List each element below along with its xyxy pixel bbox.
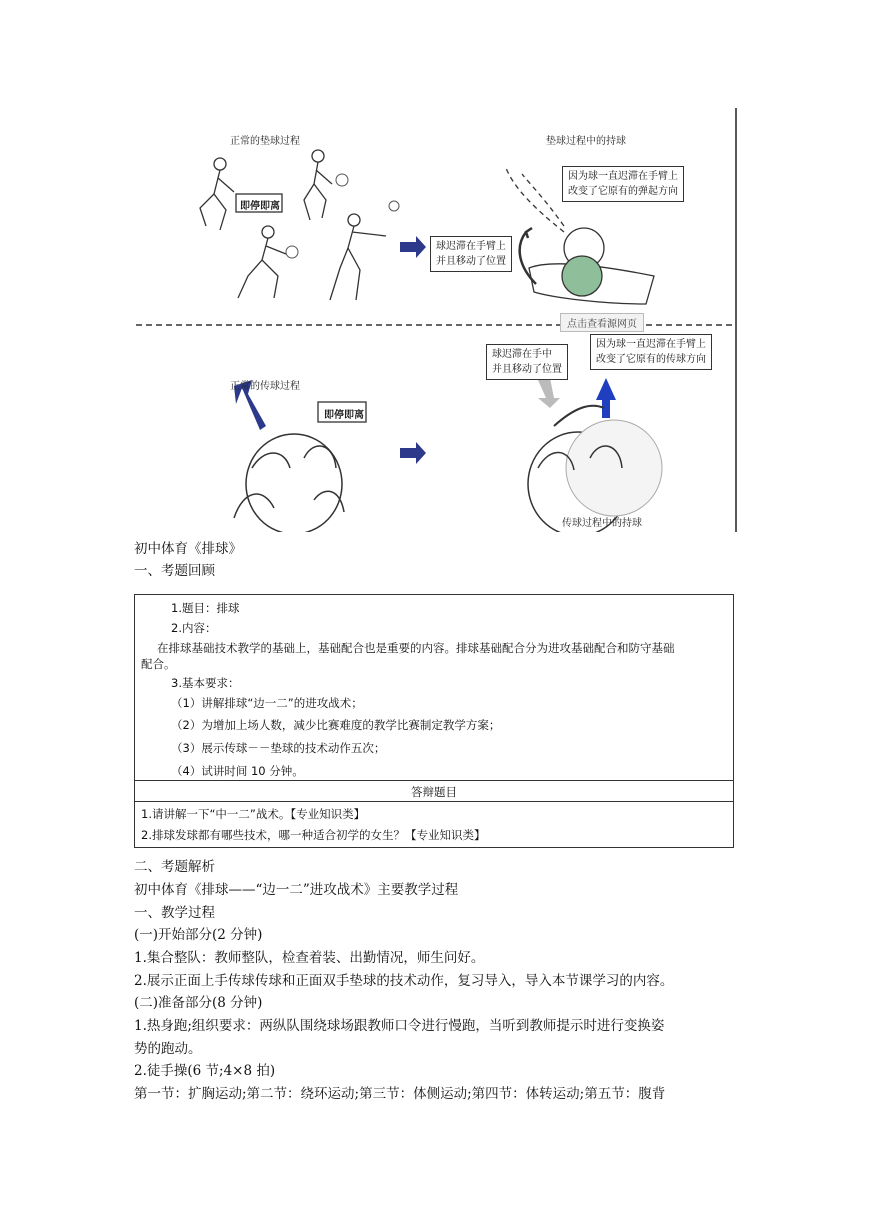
callout-line: 球迟滞在手臂上 bbox=[436, 241, 506, 252]
snap-label-top: 即停即离 bbox=[240, 201, 280, 212]
callout-dig-direction bbox=[562, 166, 684, 202]
paragraph: 势的跑动。 bbox=[134, 1041, 202, 1057]
snap-label-bottom: 即停即离 bbox=[324, 410, 364, 421]
content-line-2: 配合。 bbox=[141, 657, 176, 671]
paragraph: 2.徒手操(6 节;4×8 拍) bbox=[134, 1063, 276, 1079]
part-prep-heading: (二)准备部分(8 分钟) bbox=[134, 995, 263, 1011]
requirements-label: 3.基本要求： bbox=[171, 676, 240, 690]
part-opening-heading: (一)开始部分(2 分钟) bbox=[134, 927, 263, 943]
volleyball-illustration bbox=[134, 108, 738, 532]
top-left-title: 正常的垫球过程 bbox=[230, 136, 300, 147]
exam-question-box bbox=[134, 594, 734, 848]
content-line-1: 在排球基础技术教学的基础上，基础配合也是重要的内容。排球基础配合分为进攻基础配合和防守基础 bbox=[157, 641, 675, 655]
right-arrow-top bbox=[400, 236, 426, 258]
section-heading-analysis: 二、考题解析 bbox=[134, 859, 215, 875]
callout-line: 并且移动了位置 bbox=[436, 256, 506, 267]
set-hands-left bbox=[234, 380, 366, 532]
view-source-watermark[interactable]: 点击查看源网页 bbox=[560, 313, 644, 332]
bottom-right-title: 传球过程中的持球 bbox=[562, 518, 642, 529]
teaching-process-heading: 一、教学过程 bbox=[134, 905, 215, 921]
requirement-4: （4）试讲时间 10 分钟。 bbox=[171, 764, 304, 778]
callout-set-held bbox=[486, 344, 568, 380]
section-heading-review: 一、考题回顾 bbox=[134, 563, 215, 579]
requirement-3: （3）展示传球－－垫球的技术动作五次； bbox=[171, 741, 386, 755]
blue-up-arrow bbox=[596, 378, 616, 418]
defense-question-2: 2.排球发球都有哪些技术，哪一种适合初学的女生？【专业知识类】 bbox=[141, 828, 486, 842]
figure-caption: 初中体育《排球》 bbox=[134, 541, 242, 557]
callout-line: 并且移动了位置 bbox=[492, 364, 562, 375]
digging-players bbox=[200, 150, 386, 300]
set-hands-right bbox=[528, 378, 662, 532]
grey-arrow bbox=[538, 378, 560, 408]
paragraph: 2.展示正面上手传球传球和正面双手垫球的技术动作，复习导入，导入本节课学习的内容。 bbox=[134, 973, 674, 989]
callout-line: 球迟滞在手中 bbox=[492, 349, 552, 360]
paragraph: 第一节：扩胸运动;第二节：绕环运动;第三节：体侧运动;第四节：体转运动;第五节：腹背 bbox=[134, 1086, 666, 1102]
paragraph: 1.集合整队：教师整队，检查着装、出勤情况，师生问好。 bbox=[134, 950, 485, 966]
callout-line: 因为球一直迟滞在手臂上 bbox=[596, 339, 706, 350]
callout-line: 改变了它原有的弹起方向 bbox=[568, 186, 678, 197]
requirement-1: （1）讲解排球“边一二”的进攻战术； bbox=[171, 696, 363, 710]
requirement-2: （2）为增加上场人数，减少比赛难度的教学比赛制定教学方案； bbox=[171, 718, 501, 732]
top-right-title: 垫球过程中的持球 bbox=[546, 136, 626, 147]
divider bbox=[135, 801, 733, 802]
lesson-title: 初中体育《排球——“边一二”进攻战术》主要教学过程 bbox=[134, 882, 459, 898]
right-arrow-bottom bbox=[400, 442, 426, 464]
callout-line: 改变了它原有的传球方向 bbox=[596, 354, 706, 365]
defense-title: 答辩题目 bbox=[411, 785, 457, 799]
content-label: 2.内容： bbox=[171, 621, 217, 635]
topic-line: 1.题目：排球 bbox=[171, 601, 240, 615]
callout-line: 因为球一直迟滞在手臂上 bbox=[568, 171, 678, 182]
bottom-left-title: 正常的传球过程 bbox=[230, 381, 300, 392]
defense-question-1: 1.请讲解一下“中一二”战术。【专业知识类】 bbox=[141, 807, 366, 821]
paragraph: 1.热身跑;组织要求：两纵队围绕球场跟教师口令进行慢跑，当听到教师提示时进行变换姿 bbox=[134, 1018, 665, 1034]
callout-set-direction bbox=[590, 334, 712, 370]
divider bbox=[135, 780, 733, 781]
callout-dig-held bbox=[430, 236, 512, 272]
